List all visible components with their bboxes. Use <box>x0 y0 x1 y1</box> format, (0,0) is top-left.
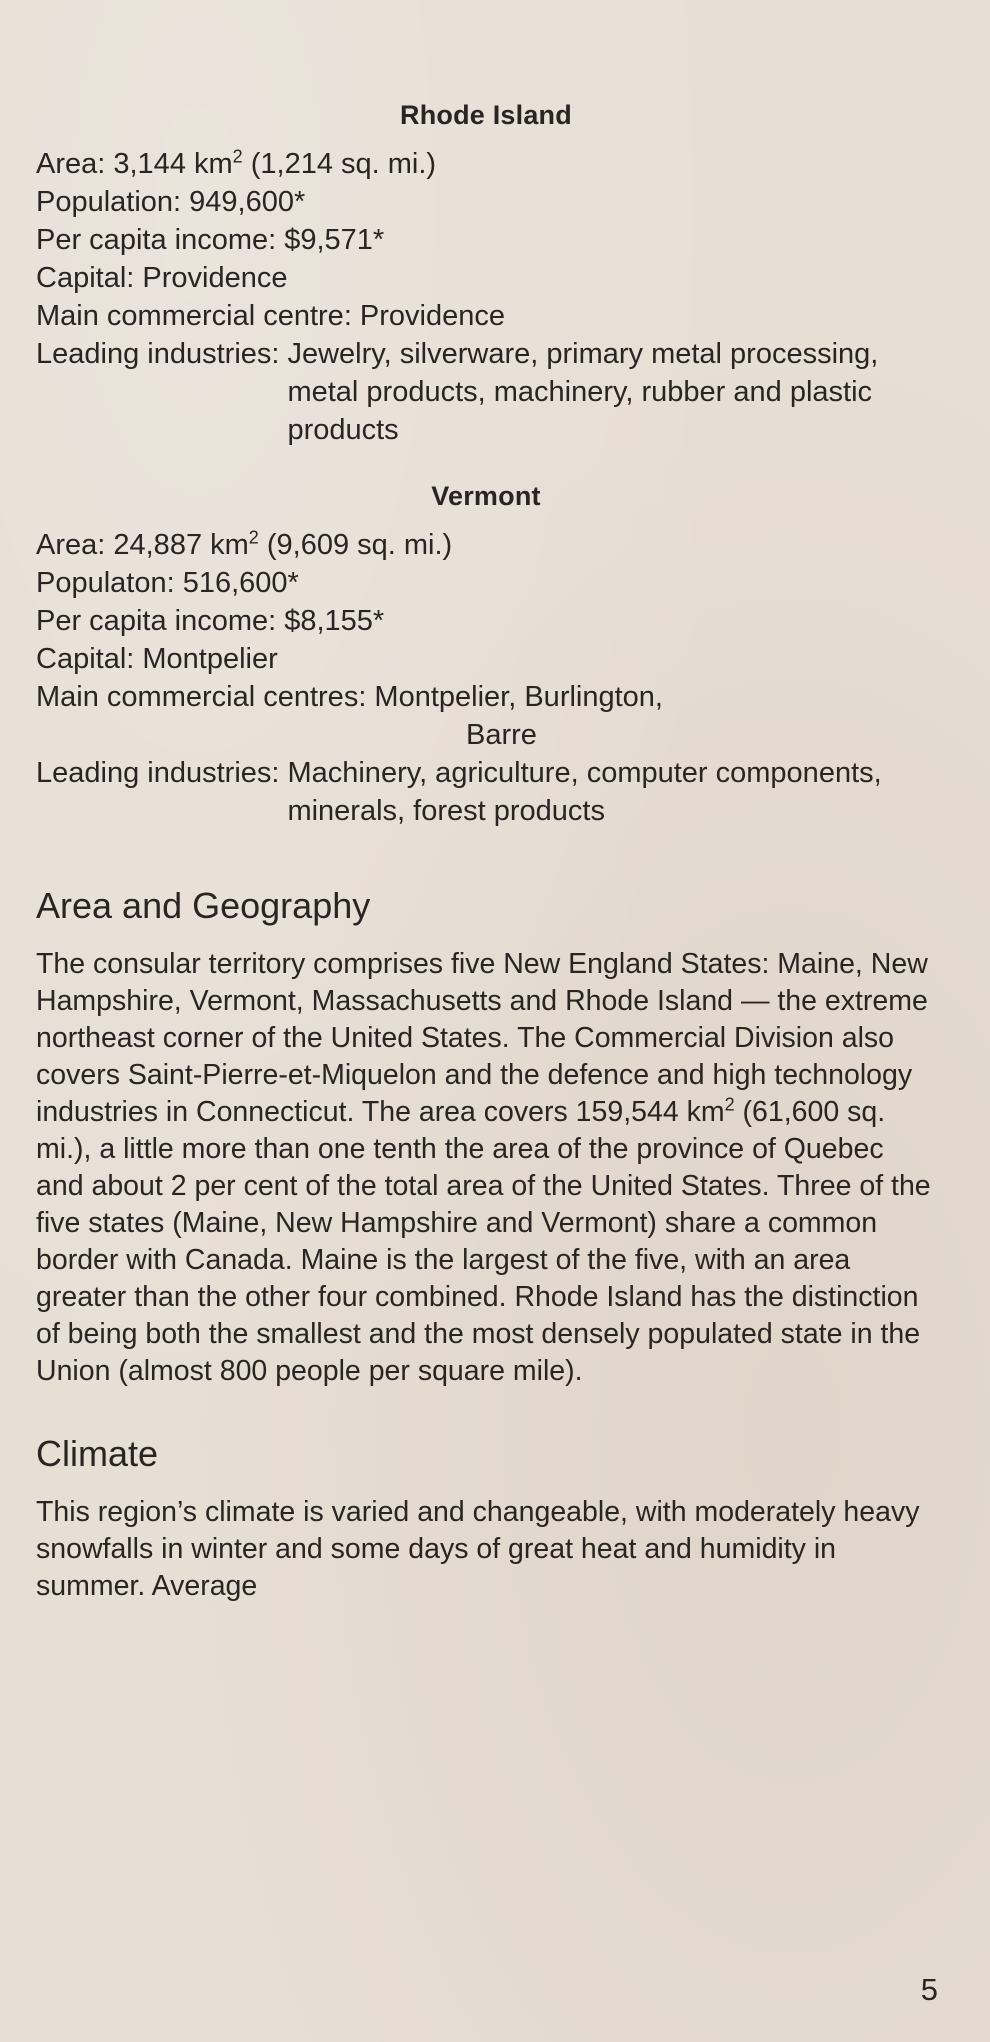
climate-paragraph: This region’s climate is varied and changeable, with moderately heavy snowfalls in winter and some days of great heat and humidity in summer. Average <box>36 1496 920 1602</box>
area-geography-sup: 2 <box>724 1094 735 1115</box>
climate-heading: Climate <box>36 1433 159 1474</box>
rhode-island-area-sup: 2 <box>232 146 243 167</box>
rhode-island-title: Rhode Island <box>400 100 572 130</box>
rhode-island-capital: Capital: Providence <box>36 262 288 294</box>
vermont-section <box>36 481 936 830</box>
vermont-area-prefix: Area: 24,887 km <box>36 529 249 561</box>
rhode-island-income: Per capita income: $9,571* <box>36 224 385 256</box>
rhode-island-industries-value: Jewelry, silverware, primary metal processing, metal products, machinery, rubber and plastic products <box>287 338 879 446</box>
vermont-area-sup: 2 <box>248 527 259 548</box>
rhode-island-industries-label: Leading industries: <box>36 338 280 370</box>
rhode-island-population: Population: 949,600* <box>36 186 306 218</box>
rhode-island-centre: Main commercial centre: Providence <box>36 300 506 332</box>
vermont-area <box>36 526 936 564</box>
rhode-island-section <box>36 100 936 449</box>
rhode-island-area-suffix: (1,214 sq. mi.) <box>242 148 437 180</box>
area-geography-text-part2: (61,600 sq. mi.), a little more than one tenth the area of the province of Quebec and about 2 per cent of the total area of the United States. Three of the five states (Maine, New Hampshire and Vermont) share a common border with Canada. Maine is the largest of the five, with an area greater than the other four combined. Rhode Island has the distinction of being both the smallest and the most densely populated state in the Union (almost 800 people per square mile). <box>36 1096 931 1387</box>
rhode-island-area <box>36 145 936 183</box>
area-geography-heading: Area and Geography <box>36 885 371 926</box>
area-geography-text-part1: The consular territory comprises five New England States: Maine, New Hampshire, Vermont, Massachusetts and Rhode Island — the extreme northeast corner of the United States. The Commercial Division also covers Saint-Pierre-et-Miquelon and the defence and high technology industries in Connecticut. The area covers 159,544 km <box>36 948 928 1128</box>
vermont-centres: Main commercial centres: Montpelier, Burlington, <box>36 681 663 713</box>
vermont-title: Vermont <box>431 481 541 511</box>
vermont-industries-label: Leading industries: <box>36 757 280 789</box>
vermont-area-suffix: (9,609 sq. mi.) <box>258 529 453 561</box>
vermont-centres-continued: Barre <box>466 719 537 751</box>
vermont-industries <box>36 754 936 830</box>
vermont-industries-value: Machinery, agriculture, computer components, minerals, forest products <box>287 757 882 827</box>
vermont-income: Per capita income: $8,155* <box>36 605 385 637</box>
rhode-island-industries <box>36 335 936 449</box>
page-number: 5 <box>920 1972 938 2007</box>
rhode-island-area-prefix: Area: 3,144 km <box>36 148 233 180</box>
vermont-population: Populaton: 516,600* <box>36 567 299 599</box>
area-geography-paragraph <box>36 946 936 1390</box>
page-content <box>36 100 936 1647</box>
vermont-capital: Capital: Montpelier <box>36 643 278 675</box>
